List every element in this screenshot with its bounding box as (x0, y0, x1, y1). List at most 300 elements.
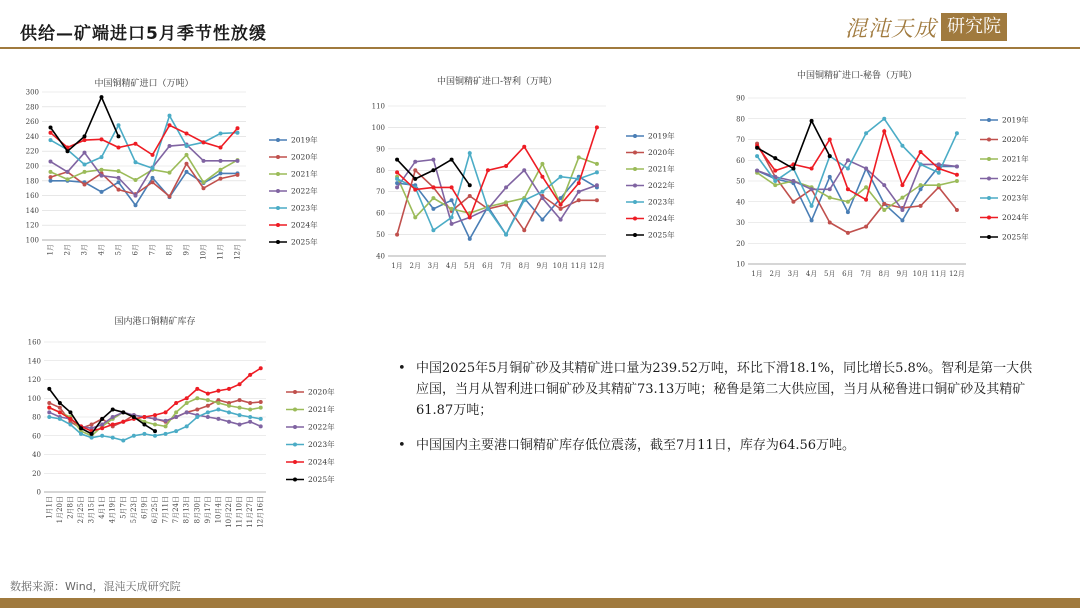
data-point (195, 396, 199, 400)
data-point (49, 131, 53, 135)
commentary-item (398, 435, 1038, 456)
legend-label: 2021年 (1002, 154, 1029, 164)
data-point (259, 424, 263, 428)
y-tick-label: 70 (376, 188, 385, 197)
data-point (153, 417, 157, 421)
legend-marker (276, 138, 280, 142)
data-point (83, 151, 87, 155)
x-tick-label: 10月22日 (225, 496, 233, 528)
data-point (238, 423, 242, 427)
x-tick-label: 9月 (536, 262, 549, 270)
data-point (595, 162, 599, 166)
data-point (882, 202, 886, 206)
data-point (134, 142, 138, 146)
data-point (202, 180, 206, 184)
data-point (522, 145, 526, 149)
data-point (955, 208, 959, 212)
data-point (185, 170, 189, 174)
x-tick-label: 10月4日 (214, 496, 223, 524)
data-point (153, 434, 157, 438)
data-point (810, 187, 814, 191)
x-tick-label: 6月9日 (140, 496, 149, 519)
legend-marker (987, 118, 991, 122)
x-tick-label: 8月 (518, 262, 530, 270)
data-point (468, 237, 472, 241)
data-point (773, 169, 777, 173)
data-point (259, 366, 263, 370)
data-point (185, 410, 189, 414)
data-point (577, 198, 581, 202)
data-point (900, 183, 904, 187)
data-point (219, 177, 223, 181)
source-footnote: 数据来源：Wind，混沌天成研究院 (10, 580, 181, 593)
legend-label: 2024年 (648, 214, 675, 223)
data-point (68, 423, 72, 427)
data-point (168, 123, 172, 127)
data-point (236, 173, 240, 177)
data-point (202, 140, 206, 144)
data-point (559, 207, 563, 211)
data-point (595, 125, 599, 129)
data-point (219, 168, 223, 172)
legend-marker (276, 206, 280, 210)
data-point (846, 167, 850, 171)
data-point (151, 166, 155, 170)
logo-box-text: 研究院 (941, 13, 1007, 41)
data-point (238, 382, 242, 386)
y-tick-label: 50 (376, 231, 385, 240)
legend-marker (633, 167, 637, 171)
x-tick-label: 5月 (824, 270, 836, 278)
data-point (117, 176, 121, 180)
x-tick-label: 11月 (216, 244, 225, 260)
legend-marker (987, 235, 991, 239)
commentary-text: 中国2025年5月铜矿砂及其精矿进口量为239.52万吨，环比下滑18.1%，同比增长5.8%。智利是第一大供应国，当月从智利进口铜矿砂及其精矿73.13万吨；秘鲁是第二大供应国，当月从秘鲁进口铜矿砂及其精矿61.87万吨； (416, 361, 1033, 418)
legend-marker (276, 155, 280, 159)
data-point (413, 177, 417, 181)
x-tick-label: 7月 (148, 244, 157, 256)
data-point (227, 387, 231, 391)
data-point (83, 183, 87, 187)
data-point (142, 415, 146, 419)
data-point (559, 218, 563, 222)
data-point (134, 160, 138, 164)
chart-title: 中国铜精矿进口-智利（万吨） (436, 77, 558, 87)
data-point (219, 171, 223, 175)
data-point (900, 196, 904, 200)
data-point (540, 196, 544, 200)
data-point (413, 168, 417, 172)
x-tick-label: 6月 (131, 244, 140, 256)
x-tick-label: 2月8日 (66, 496, 75, 519)
series-line (397, 153, 597, 234)
data-point (58, 401, 62, 405)
y-tick-label: 40 (376, 252, 385, 261)
data-point (100, 155, 104, 159)
legend-marker (633, 184, 637, 188)
x-tick-label: 2月 (63, 244, 72, 256)
data-point (132, 434, 136, 438)
data-point (468, 151, 472, 155)
data-point (882, 117, 886, 121)
y-tick-label: 100 (27, 394, 41, 403)
data-point (134, 203, 138, 207)
data-point (828, 221, 832, 225)
data-point (49, 160, 53, 164)
data-point (100, 417, 104, 421)
data-point (47, 410, 51, 414)
x-tick-label: 4月1日 (98, 496, 107, 519)
data-point (919, 187, 923, 191)
data-point (559, 203, 563, 207)
chart-title: 中国铜精矿进口（万吨） (94, 79, 194, 89)
data-point (238, 406, 242, 410)
data-point (431, 168, 435, 172)
data-point (486, 168, 490, 172)
legend-marker (293, 478, 297, 482)
data-point (227, 404, 231, 408)
legend-marker (293, 443, 297, 447)
x-tick-label: 5月7日 (119, 496, 128, 519)
data-point (111, 423, 115, 427)
data-point (595, 170, 599, 174)
x-tick-label: 9月17日 (203, 496, 212, 524)
data-point (773, 183, 777, 187)
y-tick-label: 40 (32, 451, 41, 459)
x-tick-label: 12月16日 (256, 496, 265, 528)
data-point (540, 162, 544, 166)
data-point (49, 179, 53, 183)
y-tick-label: 90 (736, 94, 745, 103)
chart-title: 国内港口铜精矿库存 (114, 317, 196, 327)
data-point (955, 179, 959, 183)
x-tick-label: 2月25日 (77, 496, 85, 524)
data-point (90, 432, 94, 436)
y-tick-label: 60 (32, 432, 41, 441)
x-tick-label: 1月 (391, 262, 403, 270)
y-tick-label: 240 (25, 132, 39, 141)
data-point (100, 174, 104, 178)
data-point (919, 150, 923, 154)
data-point (919, 183, 923, 187)
data-point (955, 173, 959, 177)
y-tick-label: 160 (25, 192, 39, 201)
data-point (937, 171, 941, 175)
x-tick-label: 12月 (588, 262, 605, 270)
legend-marker (293, 408, 297, 412)
data-point (413, 215, 417, 219)
data-point (937, 162, 941, 166)
data-point (450, 198, 454, 202)
legend-label: 2025年 (308, 475, 335, 484)
legend-label: 2024年 (291, 220, 318, 230)
data-point (206, 415, 210, 419)
data-point (66, 149, 70, 153)
legend-marker (293, 390, 297, 394)
data-point (202, 159, 206, 163)
data-point (846, 231, 850, 235)
logo-left-text: 混沌天成 (845, 16, 938, 42)
data-point (100, 434, 104, 438)
data-point (219, 146, 223, 150)
data-point (540, 175, 544, 179)
data-point (83, 138, 87, 142)
data-point (864, 185, 868, 189)
x-tick-label: 11月27日 (246, 496, 255, 528)
x-tick-label: 1月1日 (45, 496, 54, 519)
data-point (117, 123, 121, 127)
data-point (66, 177, 70, 181)
data-point (431, 196, 435, 200)
data-point (216, 408, 220, 412)
data-point (66, 170, 70, 174)
data-point (58, 410, 62, 414)
data-point (219, 131, 223, 135)
chart-port-inventory (14, 310, 354, 540)
data-point (955, 131, 959, 135)
x-tick-label: 10月 (552, 262, 569, 270)
page-title: 供给—矿端进口5月季节性放缓 (20, 24, 267, 44)
data-point (919, 162, 923, 166)
data-point (58, 406, 62, 410)
legend-label: 2024年 (308, 457, 335, 467)
data-point (206, 392, 210, 396)
legend-marker (633, 151, 637, 155)
legend-label: 2020年 (648, 148, 675, 157)
data-point (504, 164, 508, 168)
legend-marker (276, 172, 280, 176)
y-tick-label: 140 (25, 206, 39, 215)
data-point (882, 183, 886, 187)
data-point (810, 167, 814, 171)
data-point (755, 169, 759, 173)
chart-title: 中国铜精矿进口-秘鲁（万吨） (796, 71, 918, 81)
data-point (248, 373, 252, 377)
data-point (882, 208, 886, 212)
legend-label: 2023年 (291, 203, 318, 213)
x-tick-label: 4月 (805, 270, 818, 278)
data-point (142, 432, 146, 436)
bullet-dot: • (398, 438, 406, 453)
data-point (468, 194, 472, 198)
y-tick-label: 140 (27, 357, 41, 366)
legend-label: 2025年 (291, 237, 318, 247)
legend-label: 2019年 (291, 135, 318, 145)
data-point (828, 196, 832, 200)
x-tick-label: 5月23日 (129, 496, 138, 524)
data-point (134, 178, 138, 182)
data-point (79, 426, 83, 430)
legend-marker (633, 200, 637, 204)
x-tick-label: 1月 (46, 244, 55, 256)
y-tick-label: 180 (25, 177, 39, 186)
x-tick-label: 7月 (500, 262, 512, 270)
data-point (810, 218, 814, 222)
y-tick-label: 280 (25, 103, 39, 112)
data-point (151, 176, 155, 180)
data-point (49, 170, 53, 174)
data-point (227, 420, 231, 424)
commentary-list (398, 358, 1038, 470)
x-tick-label: 6月 (482, 262, 494, 270)
x-tick-label: 5月 (464, 262, 476, 270)
data-point (151, 180, 155, 184)
data-point (248, 415, 252, 419)
data-point (90, 423, 94, 427)
data-point (195, 415, 199, 419)
x-tick-label: 4月 (97, 244, 106, 256)
x-tick-label: 3月 (80, 244, 89, 256)
x-tick-label: 7月11日 (161, 496, 170, 524)
y-tick-label: 30 (736, 219, 745, 227)
data-point (83, 134, 87, 138)
x-tick-label: 9月 (896, 270, 909, 278)
data-point (395, 170, 399, 174)
legend-marker (633, 217, 637, 221)
data-point (755, 154, 759, 158)
data-point (83, 163, 87, 167)
data-point (117, 169, 121, 173)
data-point (153, 413, 157, 417)
legend-label: 2020年 (308, 387, 335, 397)
data-point (504, 185, 508, 189)
data-point (216, 401, 220, 405)
data-point (49, 175, 53, 179)
data-point (900, 144, 904, 148)
data-point (577, 155, 581, 159)
x-tick-label: 10月 (912, 270, 929, 278)
legend-marker (987, 157, 991, 161)
data-point (79, 432, 83, 436)
x-tick-label: 8月 (165, 244, 174, 256)
data-point (450, 158, 454, 162)
data-point (117, 134, 121, 138)
data-point (828, 187, 832, 191)
data-point (248, 408, 252, 412)
x-tick-label: 11月 (930, 270, 947, 278)
x-tick-label: 1月20日 (55, 496, 64, 524)
y-tick-label: 60 (736, 156, 745, 165)
data-point (486, 207, 490, 211)
data-point (111, 436, 115, 440)
y-tick-label: 20 (32, 469, 41, 478)
chart-peru-import (726, 64, 1066, 286)
data-point (49, 138, 53, 142)
legend-label: 2021年 (291, 169, 318, 179)
data-point (937, 183, 941, 187)
data-point (828, 138, 832, 142)
data-point (47, 406, 51, 410)
legend-label: 2024年 (1002, 213, 1029, 222)
data-point (468, 215, 472, 219)
chart-chile-import (356, 70, 696, 280)
data-point (164, 432, 168, 436)
x-tick-label: 11月 (570, 262, 587, 270)
legend-marker (276, 189, 280, 193)
data-point (540, 190, 544, 194)
data-point (100, 168, 104, 172)
data-point (828, 175, 832, 179)
x-tick-label: 3月 (427, 262, 440, 270)
series-line (397, 170, 597, 234)
legend-label: 2022年 (308, 422, 335, 432)
legend-label: 2023年 (308, 440, 335, 449)
data-point (47, 387, 51, 391)
data-point (174, 410, 178, 414)
x-tick-label: 6月25日 (151, 496, 159, 524)
data-point (121, 420, 125, 424)
data-point (828, 154, 832, 158)
data-point (450, 185, 454, 189)
data-point (864, 225, 868, 229)
data-point (164, 410, 168, 414)
data-point (216, 389, 220, 393)
data-point (450, 222, 454, 226)
legend-label: 2022年 (648, 181, 675, 190)
brand-logo (845, 12, 1007, 42)
legend-label: 2020年 (1002, 135, 1029, 144)
y-tick-label: 60 (376, 209, 385, 218)
x-tick-label: 8月13日 (182, 496, 191, 524)
x-tick-label: 3月 (787, 270, 800, 278)
legend-label: 2019年 (648, 131, 675, 141)
data-point (540, 218, 544, 222)
data-point (882, 129, 886, 133)
data-point (238, 398, 242, 402)
data-point (100, 423, 104, 427)
data-point (134, 194, 138, 198)
data-point (755, 146, 759, 150)
y-tick-label: 200 (25, 162, 39, 171)
data-point (522, 198, 526, 202)
data-point (595, 198, 599, 202)
data-point (504, 233, 508, 237)
footer-bar (0, 598, 1080, 608)
data-point (185, 153, 189, 157)
data-point (577, 190, 581, 194)
data-point (185, 396, 189, 400)
data-point (559, 175, 563, 179)
x-tick-label: 4月 (445, 262, 458, 270)
legend-marker (987, 177, 991, 181)
data-point (117, 180, 121, 184)
data-point (68, 410, 72, 414)
legend-marker (987, 138, 991, 142)
y-tick-label: 80 (376, 166, 385, 175)
data-point (49, 126, 53, 130)
bullet-dot: • (398, 361, 406, 376)
data-point (174, 429, 178, 433)
x-tick-label: 1月 (751, 270, 763, 278)
x-tick-label: 2月 (409, 262, 421, 270)
data-point (919, 204, 923, 208)
data-point (174, 401, 178, 405)
data-point (259, 406, 263, 410)
data-point (238, 413, 242, 417)
y-tick-label: 0 (36, 488, 41, 497)
y-tick-label: 160 (27, 338, 41, 347)
data-point (227, 410, 231, 414)
data-point (117, 188, 121, 192)
data-point (577, 181, 581, 185)
data-point (185, 131, 189, 135)
data-point (431, 207, 435, 211)
data-point (846, 187, 850, 191)
data-point (142, 423, 146, 427)
data-point (100, 137, 104, 141)
data-point (937, 167, 941, 171)
y-tick-label: 80 (32, 413, 41, 422)
